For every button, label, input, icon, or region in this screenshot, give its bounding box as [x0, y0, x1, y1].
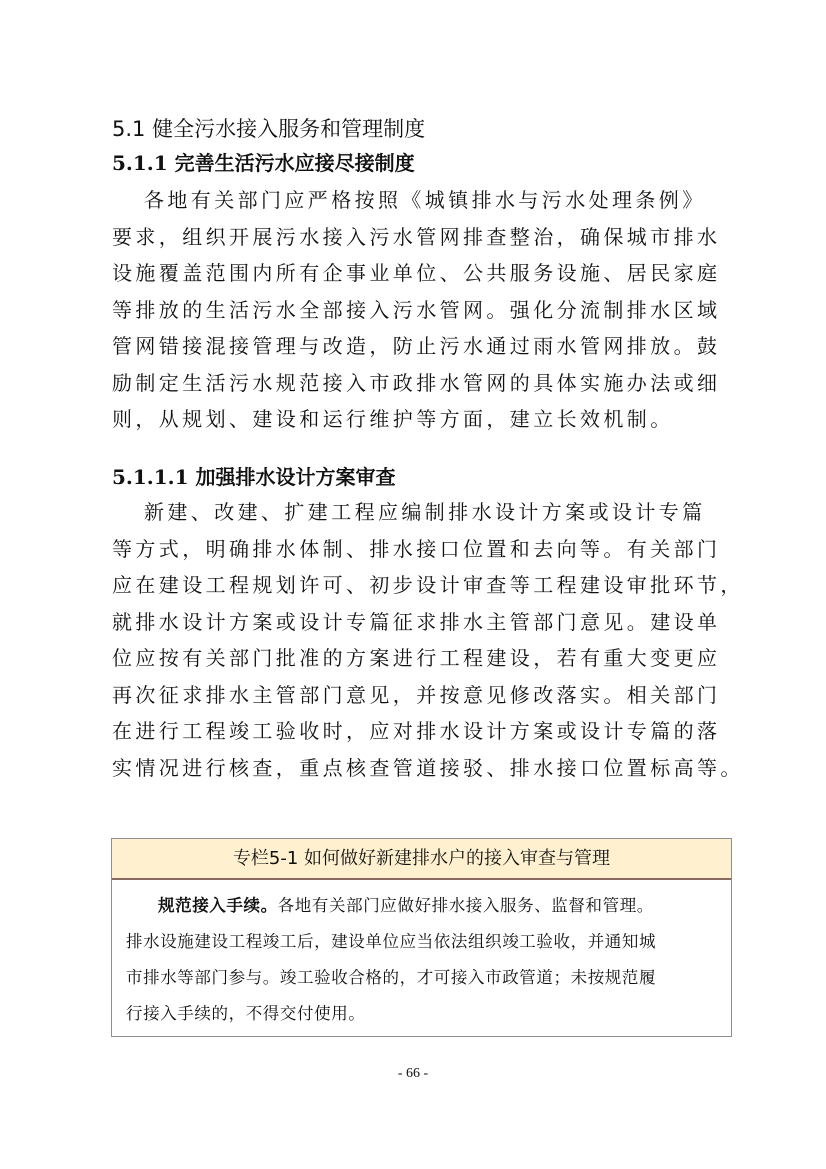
paragraph-line: 要求，组织开展污水接入污水管网排查整治，确保城市排水: [112, 224, 721, 249]
paragraph-line: 就排水设计方案或设计专篇征求排水主管部门意见。建设单: [112, 609, 721, 634]
paragraph-line: 再次征求排水主管部门意见，并按意见修改落实。相关部门: [112, 682, 721, 707]
sidebar-box-lead-text: 各地有关部门应做好排水接入服务、监督和管理。: [277, 896, 654, 915]
paragraph-line: 各地有关部门应严格按照《城镇排水与污水处理条例》: [144, 188, 706, 212]
subsection-paragraph: [112, 182, 742, 438]
sidebar-box-line: 排水设施建设工程竣工后，建设单位应当依法组织竣工验收，并通知城: [126, 932, 657, 951]
sidebar-box-line: 市排水等部门参与。竣工验收合格的，才可接入市政管道；未按规范履: [126, 968, 657, 987]
subsection-heading: 5.1.1 完善生活污水应接尽接制度: [112, 151, 415, 175]
paragraph-line: 位应按有关部门批准的方案进行工程建设，若有重大变更应: [112, 646, 721, 670]
subsubsection-paragraph: [112, 494, 742, 786]
subsubsection-heading: 5.1.1.1 加强排水设计方案审查: [112, 465, 396, 489]
paragraph-line: 励制定生活污水规范接入市政排水管网的具体实施办法或细: [112, 370, 721, 395]
sidebar-box: [111, 838, 732, 1037]
sidebar-box-body: [112, 880, 731, 1032]
paragraph-line: 应在建设工程规划许可、初步设计审查等工程建设审批环节，: [112, 573, 744, 597]
paragraph-line: 设施覆盖范围内所有企事业单位、公共服务设施、居民家庭: [112, 261, 721, 285]
sidebar-box-lead: [126, 888, 717, 924]
sidebar-box-line: 行接入手续的，不得交付使用。: [126, 1004, 366, 1023]
paragraph-line: 管网错接混接管理与改造，防止污水通过雨水管网排放。鼓: [112, 334, 721, 358]
paragraph-line: 实情况进行核查，重点核查管道接驳、排水接口位置标高等。: [112, 755, 744, 780]
paragraph-line: 在进行工程竣工验收时，应对排水设计方案或设计专篇的落: [112, 719, 721, 743]
paragraph-line: 等排放的生活污水全部接入污水管网。强化分流制排水区域: [112, 297, 721, 322]
page-number: - 66 -: [397, 1066, 429, 1081]
section-heading: 5.1 健全污水接入服务和管理制度: [112, 117, 426, 141]
paragraph-line: 等方式，明确排水体制、排水接口位置和去向等。有关部门: [112, 536, 721, 561]
sidebar-box-title: 专栏5-1 如何做好新建排水户的接入审查与管理: [112, 839, 731, 880]
paragraph-line: 新建、改建、扩建工程应编制排水设计方案或设计专篇: [144, 500, 706, 524]
paragraph-line: 则，从规划、建设和运行维护等方面，建立长效机制。: [112, 407, 674, 431]
sidebar-box-lead-bold: 规范接入手续。: [158, 896, 278, 915]
